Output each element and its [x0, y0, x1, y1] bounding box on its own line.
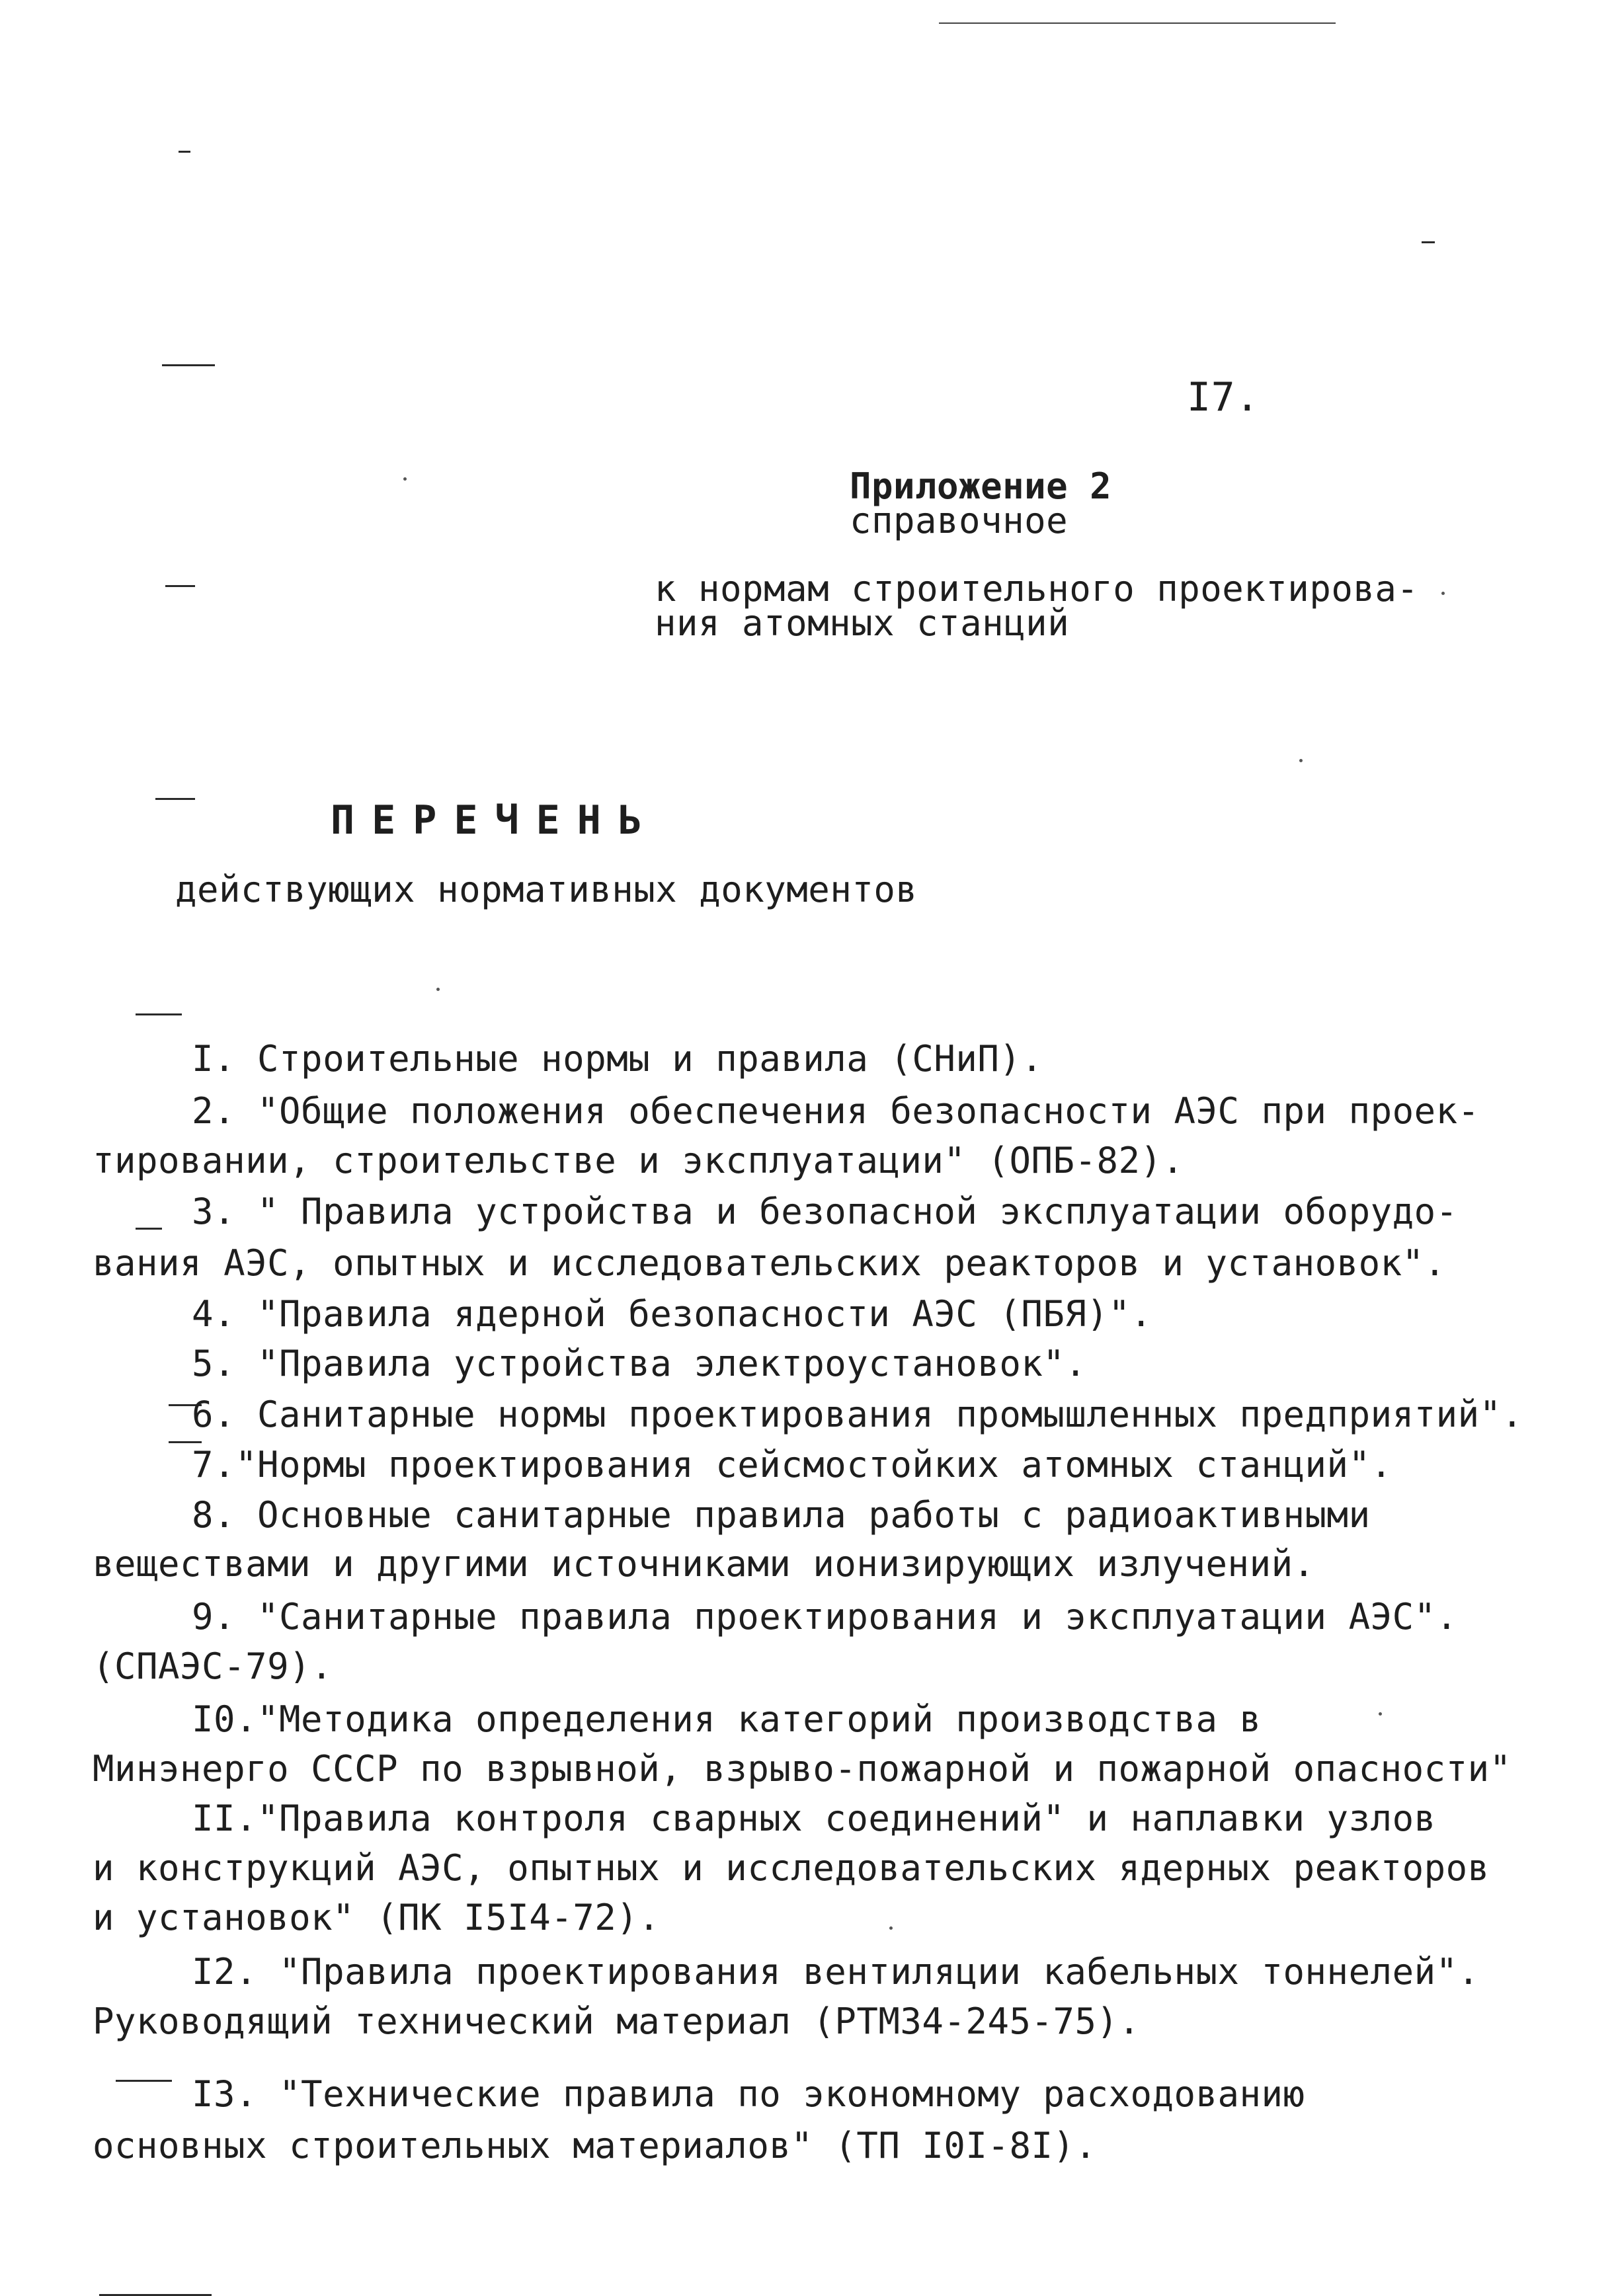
appendix-reference-cont: ния атомных станций — [655, 602, 1070, 644]
list-item-cont: (СПАЭС-79). — [93, 1645, 333, 1687]
scan-mark — [136, 1228, 162, 1230]
scan-dot — [403, 477, 407, 481]
list-item: II."Правила контроля сварных соединений" и наплавки узлов — [192, 1798, 1436, 1839]
list-item: 5. "Правила устройства электроустановок". — [192, 1343, 1087, 1384]
list-item: I2. "Правила проектирования вентиляции кабельных тоннелей". — [192, 1951, 1480, 1993]
list-item-cont: веществами и другими источниками ионизирующих излучений. — [93, 1543, 1315, 1585]
list-item: 4. "Правила ядерной безопасности АЭС (ПБЯ)". — [192, 1293, 1152, 1335]
scan-dot — [436, 988, 440, 991]
page-number: I7. — [1187, 374, 1260, 420]
list-item-cont: тировании, строительстве и эксплуатации" (ОПБ-82). — [93, 1140, 1184, 1181]
scan-mark — [179, 151, 190, 153]
list-item: 6. Санитарные нормы проектирования промышленных предприятий". — [192, 1394, 1523, 1435]
scan-dot — [1441, 592, 1445, 595]
appendix-reference: к нормам строительного проектирова- — [655, 568, 1419, 610]
scan-mark — [162, 364, 215, 366]
scan-mark — [155, 798, 195, 800]
scan-dot — [1299, 759, 1303, 762]
scan-dot — [889, 1926, 893, 1930]
appendix-label: Приложение 2 — [850, 465, 1112, 507]
list-item: I. Строительные нормы и правила (СНиП). — [192, 1038, 1043, 1080]
list-item: 7."Нормы проектирования сейсмостойких атомных станций". — [192, 1444, 1392, 1485]
list-item: 3. " Правила устройства и безопасной эксплуатации оборудо- — [192, 1191, 1458, 1232]
list-item: 9. "Санитарные правила проектирования и эксплуатации АЭС". — [192, 1596, 1458, 1638]
list-item: I3. "Технические правила по экономному расходованию — [192, 2073, 1305, 2115]
scan-mark — [165, 585, 195, 587]
scan-mark — [136, 1013, 182, 1015]
list-item-cont: и установок" (ПК I5I4-72). — [93, 1897, 661, 1938]
list-item: 8. Основные санитарные правила работы с радиоактивными — [192, 1494, 1371, 1536]
list-item-cont: Минэнерго СССР по взрывной, взрыво-пожарной и пожарной опасности" — [93, 1748, 1512, 1790]
document-subtitle: действующих нормативных документов — [175, 869, 918, 910]
scan-mark — [116, 2080, 172, 2082]
list-item: I0."Методика определения категорий производства в — [192, 1698, 1262, 1740]
list-item-cont: вания АЭС, опытных и исследовательских реакторов и установок". — [93, 1242, 1446, 1284]
list-item: 2. "Общие положения обеспечения безопасности АЭС при проек- — [192, 1090, 1480, 1132]
list-item-cont: основных строительных материалов" (ТП I0I-8I). — [93, 2125, 1097, 2166]
scan-dot — [1379, 1712, 1382, 1716]
list-item-cont: Руководящий технический материал (РТМ34-245-75). — [93, 2000, 1141, 2042]
list-item-cont: и конструкций АЭС, опытных и исследовательских ядерных реакторов — [93, 1847, 1490, 1889]
appendix-type: справочное — [850, 500, 1069, 541]
scan-mark — [939, 22, 1336, 24]
document-title: ПЕРЕЧЕНЬ — [331, 797, 659, 844]
scan-mark — [1422, 241, 1435, 243]
